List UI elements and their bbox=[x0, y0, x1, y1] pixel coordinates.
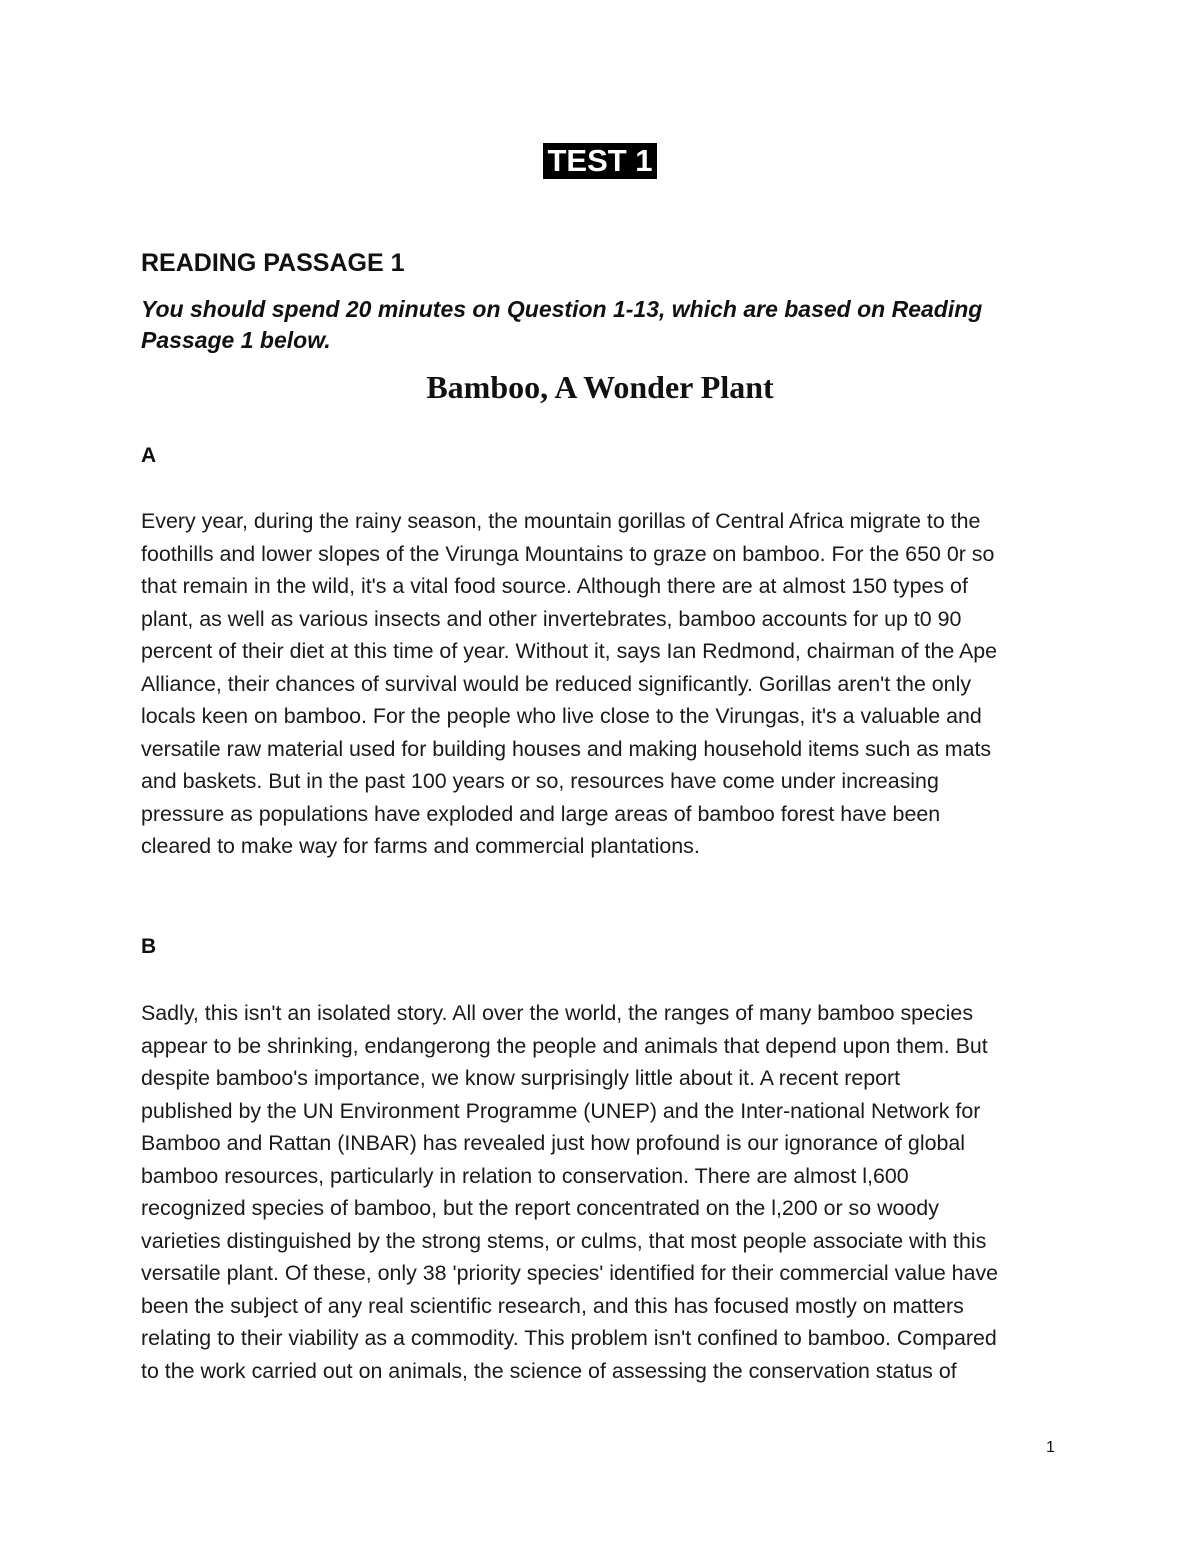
paragraph-line: to the work carried out on animals, the science of assessing the conservation status of bbox=[141, 1358, 957, 1383]
paragraph-line: foothills and lower slopes of the Virunga Mountains to graze on bamboo. For the 650 0r so bbox=[141, 541, 995, 566]
paragraph-line: cleared to make way for farms and commercial plantations. bbox=[141, 834, 700, 858]
paragraph-line: Alliance, their chances of survival would be reduced significantly. Gorillas aren't the only bbox=[141, 671, 972, 696]
paragraph-line: percent of their diet at this time of year. Without it, says Ian Redmond, chairman of the Ape bbox=[141, 639, 998, 663]
paragraph-line: plant, as well as various insects and other invertebrates, bamboo accounts for up t0 90 bbox=[141, 606, 962, 631]
paragraph-line: published by the UN Environment Programme (UNEP) and the Inter-national Network for bbox=[141, 1098, 981, 1123]
paragraph-line: Bamboo and Rattan (INBAR) has revealed just how profound is our ignorance of global bbox=[141, 1131, 966, 1155]
paragraph-line: varieties distinguished by the strong stems, or culms, that most people associate with this bbox=[141, 1228, 987, 1253]
instructions-text: You should spend 20 minutes on Question 1-13, which are based on Reading Passage 1 below. bbox=[141, 296, 983, 353]
paragraph-line: been the subject of any real scientific research, and this has focused mostly on matters bbox=[141, 1293, 964, 1318]
paragraph-line: and baskets. But in the past 100 years or so, resources have come under increasing bbox=[141, 769, 939, 793]
passage-title: Bamboo, A Wonder Plant bbox=[426, 369, 774, 405]
paragraph-line: pressure as populations have exploded and large areas of bamboo forest have been bbox=[141, 801, 941, 826]
paragraph-line: relating to their viability as a commodity. This problem isn't confined to bamboo. Compared bbox=[141, 1326, 997, 1350]
paragraph-line: versatile raw material used for building houses and making household items such as mats bbox=[141, 736, 992, 761]
paragraph-line: Every year, during the rainy season, the mountain gorillas of Central Africa migrate to the bbox=[141, 509, 981, 533]
paragraph-line: bamboo resources, particularly in relation to conservation. There are almost l,600 bbox=[141, 1163, 909, 1188]
paragraph-line: recognized species of bamboo, but the report concentrated on the l,200 or so woody bbox=[141, 1196, 939, 1220]
paragraph-line: that remain in the wild, it's a vital food source. Although there are at almost 150 types of bbox=[141, 574, 968, 598]
paragraph-line: despite bamboo's importance, we know surprisingly little about it. A recent report bbox=[141, 1066, 901, 1090]
passage-heading: READING PASSAGE 1 bbox=[141, 249, 405, 277]
paragraph-line: appear to be shrinking, endangerong the people and animals that depend upon them. But bbox=[141, 1033, 988, 1058]
paragraph-line: Sadly, this isn't an isolated story. All over the world, the ranges of many bamboo species bbox=[141, 1001, 974, 1025]
test-title: TEST 1 bbox=[543, 143, 656, 179]
section-b-paragraph bbox=[141, 997, 1061, 1387]
paragraph-line: versatile plant. Of these, only 38 'priority species' identified for their commercial value have bbox=[141, 1261, 999, 1285]
test-title-container bbox=[0, 143, 1200, 179]
paragraph-line: locals keen on bamboo. For the people who live close to the Virungas, it's a valuable and bbox=[141, 704, 982, 728]
section-label-a: A bbox=[141, 444, 157, 467]
section-a-paragraph bbox=[141, 505, 1061, 863]
page-number: 1 bbox=[1046, 1439, 1055, 1456]
section-label-b: B bbox=[141, 935, 157, 958]
